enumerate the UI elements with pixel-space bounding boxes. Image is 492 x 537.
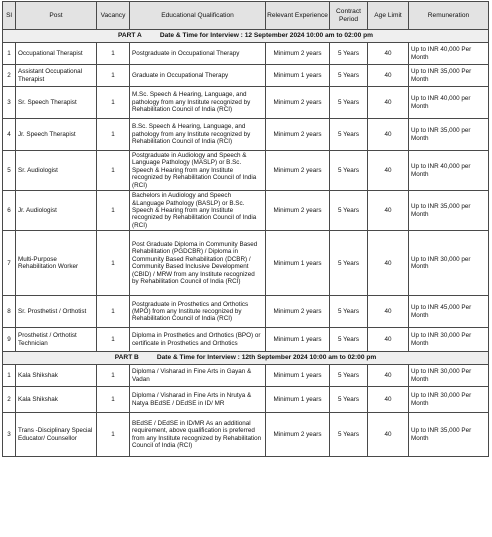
header-remuneration: Remuneration xyxy=(409,2,489,30)
cell-remuneration: Up to INR 40,000 Per Month xyxy=(409,43,489,65)
cell-remuneration: Up to INR 30,000 Per Month xyxy=(409,365,489,387)
table-row xyxy=(3,65,489,87)
cell-qualification: Diploma in Prosthetics and Orthotics (BPO) or certificate in Prosthetics and Orthotics xyxy=(130,328,266,352)
cell-post: Trans -Disciplinary Special Educator/ Counsellor xyxy=(16,413,97,457)
cell-contract: 5 Years xyxy=(330,387,368,413)
cell-sl: 4 xyxy=(3,119,16,151)
cell-age: 40 xyxy=(368,191,409,231)
cell-sl: 3 xyxy=(3,413,16,457)
cell-post: Kala Shikshak xyxy=(16,365,97,387)
cell-age: 40 xyxy=(368,87,409,119)
cell-contract: 5 Years xyxy=(330,43,368,65)
table-row xyxy=(3,119,489,151)
cell-post: Sr. Audiologist xyxy=(16,151,97,191)
table-row xyxy=(3,191,489,231)
table-row xyxy=(3,387,489,413)
cell-qualification: Post Graduate Diploma in Community Based Rehabilitation (PGDCBR) / Diploma in Community Based Rehabilitation (DCBR) / Community Based Inclusive Development (CBID) / MRW from any Institute recognized by Rehabilitation Council of India (RCI) xyxy=(130,231,266,296)
table-row xyxy=(3,413,489,457)
cell-contract: 5 Years xyxy=(330,365,368,387)
cell-vacancy: 1 xyxy=(97,365,130,387)
cell-sl: 6 xyxy=(3,191,16,231)
header-experience: Relevant Experience xyxy=(266,2,330,30)
cell-experience: Minimum 1 years xyxy=(266,387,330,413)
table-header xyxy=(3,2,489,30)
cell-qualification: M.Sc. Speech & Hearing, Language, and pathology from any Institute recognized by Rehabilitation Council of India (RCI) xyxy=(130,87,266,119)
cell-contract: 5 Years xyxy=(330,119,368,151)
cell-vacancy: 1 xyxy=(97,387,130,413)
cell-age: 40 xyxy=(368,413,409,457)
cell-sl: 8 xyxy=(3,296,16,328)
cell-post: Kala Shikshak xyxy=(16,387,97,413)
cell-experience: Minimum 2 years xyxy=(266,87,330,119)
cell-age: 40 xyxy=(368,151,409,191)
cell-vacancy: 1 xyxy=(97,65,130,87)
cell-vacancy: 1 xyxy=(97,43,130,65)
cell-age: 40 xyxy=(368,231,409,296)
table-row xyxy=(3,231,489,296)
cell-experience: Minimum 2 years xyxy=(266,413,330,457)
table-row xyxy=(3,328,489,352)
cell-remuneration: Up to INR 45,000 Per Month xyxy=(409,296,489,328)
cell-age: 40 xyxy=(368,365,409,387)
table-row xyxy=(3,87,489,119)
cell-sl: 1 xyxy=(3,365,16,387)
cell-sl: 2 xyxy=(3,387,16,413)
section-header xyxy=(3,30,489,43)
cell-remuneration: Up to INR 30,000 per Month xyxy=(409,231,489,296)
cell-experience: Minimum 2 years xyxy=(266,151,330,191)
cell-qualification: Postgraduate in Audiology and Speech & Language Pathology (MASLP) or B.Sc. Speech & Hearing from any Institute recognized by Rehabilitation Council of India (RCI) xyxy=(130,151,266,191)
recruitment-table-container xyxy=(2,1,488,457)
cell-sl: 2 xyxy=(3,65,16,87)
cell-vacancy: 1 xyxy=(97,151,130,191)
cell-post: Prosthetist / Orthotist Technician xyxy=(16,328,97,352)
cell-contract: 5 Years xyxy=(330,328,368,352)
header-contract: Contract Period xyxy=(330,2,368,30)
cell-vacancy: 1 xyxy=(97,119,130,151)
cell-vacancy: 1 xyxy=(97,191,130,231)
cell-qualification: B.Sc. Speech & Hearing, Language, and pathology from any Institute recognized by Rehabilitation Council of India (RCI) xyxy=(130,119,266,151)
cell-vacancy: 1 xyxy=(97,87,130,119)
cell-age: 40 xyxy=(368,296,409,328)
interview-schedule: Date & Time for Interview : 12 September 2024 10:00 am to 02:00 pm xyxy=(159,32,373,40)
cell-qualification: Postgraduate in Occupational Therapy xyxy=(130,43,266,65)
cell-remuneration: Up to INR 30,000 Per Month xyxy=(409,387,489,413)
cell-experience: Minimum 2 years xyxy=(266,119,330,151)
section-header xyxy=(3,352,489,365)
cell-sl: 3 xyxy=(3,87,16,119)
cell-sl: 7 xyxy=(3,231,16,296)
cell-remuneration: Up to INR 35,000 per Month xyxy=(409,119,489,151)
cell-contract: 5 Years xyxy=(330,151,368,191)
cell-vacancy: 1 xyxy=(97,413,130,457)
cell-experience: Minimum 1 years xyxy=(266,231,330,296)
cell-age: 40 xyxy=(368,65,409,87)
section-label: PART A xyxy=(118,32,142,40)
cell-remuneration: Up to INR 40,000 per Month xyxy=(409,151,489,191)
header-sl: Sl xyxy=(3,2,16,30)
cell-qualification: Bachelors in Audiology and Speech &Language Pathology (BASLP) or B.Sc. Speech & Hearing from any Institute recognized by Rehabilitation Council of India (RCI) xyxy=(130,191,266,231)
cell-age: 40 xyxy=(368,43,409,65)
cell-age: 40 xyxy=(368,119,409,151)
cell-sl: 1 xyxy=(3,43,16,65)
cell-post: Jr. Speech Therapist xyxy=(16,119,97,151)
cell-vacancy: 1 xyxy=(97,231,130,296)
section-label: PART B xyxy=(114,354,139,362)
interview-schedule: Date & Time for Interview : 12th September 2024 10:00 am to 02:00 pm xyxy=(156,354,377,362)
cell-age: 40 xyxy=(368,328,409,352)
cell-qualification: Diploma / Visharad in Fine Arts in Nrutya & Natya BEdSE / DEdSE in ID/ MR xyxy=(130,387,266,413)
cell-sl: 5 xyxy=(3,151,16,191)
cell-qualification: BEdSE / DEdSE in ID/MR As an additional requirement, above qualification is preferred from any Institute recognized by Rehabilitation Council of India (RCI) xyxy=(130,413,266,457)
cell-post: Occupational Therapist xyxy=(16,43,97,65)
section-header-row xyxy=(3,30,489,43)
cell-contract: 5 Years xyxy=(330,191,368,231)
cell-remuneration: Up to INR 40,000 per Month xyxy=(409,87,489,119)
cell-post: Multi-Purpose Rehabilitation Worker xyxy=(16,231,97,296)
cell-remuneration: Up to INR 35,000 per Month xyxy=(409,191,489,231)
cell-experience: Minimum 2 years xyxy=(266,296,330,328)
cell-post: Assistant Occupational Therapist xyxy=(16,65,97,87)
cell-experience: Minimum 1 years xyxy=(266,65,330,87)
cell-post: Jr. Audiologist xyxy=(16,191,97,231)
cell-post: Sr. Prosthetist / Orthotist xyxy=(16,296,97,328)
cell-vacancy: 1 xyxy=(97,328,130,352)
table-row xyxy=(3,151,489,191)
table-body xyxy=(3,30,489,457)
table-row xyxy=(3,43,489,65)
cell-remuneration: Up to INR 35,000 Per Month xyxy=(409,413,489,457)
cell-contract: 5 Years xyxy=(330,87,368,119)
header-age: Age Limit xyxy=(368,2,409,30)
table-row xyxy=(3,296,489,328)
header-row xyxy=(3,2,489,30)
cell-qualification: Diploma / Visharad in Fine Arts in Gayan & Vadan xyxy=(130,365,266,387)
cell-qualification: Graduate in Occupational Therapy xyxy=(130,65,266,87)
cell-experience: Minimum 2 years xyxy=(266,191,330,231)
cell-experience: Minimum 1 years xyxy=(266,328,330,352)
cell-experience: Minimum 1 years xyxy=(266,365,330,387)
cell-post: Sr. Speech Therapist xyxy=(16,87,97,119)
cell-age: 40 xyxy=(368,387,409,413)
recruitment-table xyxy=(2,1,489,457)
header-post: Post xyxy=(16,2,97,30)
cell-contract: 5 Years xyxy=(330,231,368,296)
cell-experience: Minimum 2 years xyxy=(266,43,330,65)
cell-contract: 5 Years xyxy=(330,296,368,328)
cell-remuneration: Up to INR 35,000 Per Month xyxy=(409,65,489,87)
cell-qualification: Postgraduate in Prosthetics and Orthotics (MPO) from any Institute recognized by Rehabilitation Council of India (RCI) xyxy=(130,296,266,328)
table-row xyxy=(3,365,489,387)
cell-vacancy: 1 xyxy=(97,296,130,328)
header-qualification: Educational Qualification xyxy=(130,2,266,30)
section-header-row xyxy=(3,352,489,365)
cell-contract: 5 Years xyxy=(330,65,368,87)
cell-sl: 9 xyxy=(3,328,16,352)
header-vacancy: Vacancy xyxy=(97,2,130,30)
cell-contract: 5 Years xyxy=(330,413,368,457)
cell-remuneration: Up to INR 30,000 Per Month xyxy=(409,328,489,352)
